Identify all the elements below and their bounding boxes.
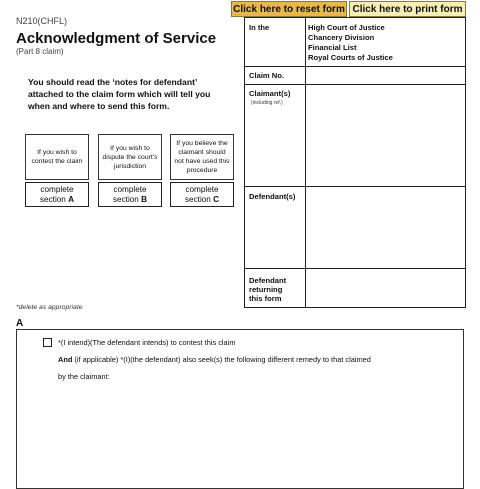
option-action-text: complete (113, 184, 147, 194)
returning-label-1: Defendant (249, 276, 287, 285)
option-section-text: section A (39, 194, 75, 204)
option-contest-description: If you wish to contest the claim (25, 134, 89, 180)
row-divider (305, 84, 306, 186)
returning-row (245, 268, 465, 307)
print-form-button[interactable]: Click here to print form (349, 1, 466, 17)
option-section-a-box (25, 182, 89, 207)
option-procedure-description: If you believe the claimant should not have used this procedure (170, 134, 234, 180)
row-divider (305, 186, 306, 268)
contest-claim-text: *(I intend)(The defendant intends) to contest this claim (58, 338, 236, 347)
form-code: N210(CHFL) (16, 16, 68, 26)
claim-no-label: Claim No. (249, 71, 285, 80)
case-details-table (244, 17, 466, 308)
row-divider (305, 66, 306, 84)
court-line-2: Chancery Division (308, 33, 375, 42)
court-line-3: Financial List (308, 43, 357, 52)
option-section-text: section B (112, 194, 148, 204)
claimant-label: Claimant(s) (249, 89, 291, 98)
in-the-label: In the (249, 23, 270, 32)
row-divider (305, 268, 306, 307)
defendant-label: Defendant(s) (249, 192, 296, 201)
court-line-1: High Court of Justice (308, 23, 385, 32)
claim-no-row (245, 66, 465, 85)
form-subtitle: (Part 8 claim) (16, 47, 64, 56)
section-a-panel (16, 329, 464, 489)
remedy-statement: And (if applicable) *(I)(the defendant) also seek(s) the following different remedy to that claimed (58, 355, 371, 364)
contest-claim-checkbox[interactable] (43, 338, 52, 347)
claimant-sublabel: (including ref.) (251, 100, 283, 106)
row-divider (305, 18, 306, 66)
delete-note: *delete as appropriate (16, 304, 83, 311)
returning-label-3: this form (249, 294, 282, 303)
court-line-4: Royal Courts of Justice (308, 53, 393, 62)
court-row (245, 18, 465, 67)
returning-label-2: returning (249, 285, 283, 294)
option-action-text: complete (185, 184, 219, 194)
option-jurisdiction-description: If you wish to dispute the court's jurisdiction (98, 134, 162, 180)
remedy-statement-cont: by the claimant: (58, 372, 110, 381)
section-a-heading: A (16, 318, 24, 329)
option-section-text: section C (184, 194, 220, 204)
form-title: Acknowledgment of Service (16, 30, 217, 47)
defendant-row (245, 186, 465, 269)
claimant-row (245, 84, 465, 187)
option-action-text: complete (40, 184, 74, 194)
reset-form-button[interactable]: Click here to reset form (231, 1, 347, 17)
intro-instructions: You should read the ‘notes for defendant’ attached to the claim form which will tell you when and where to send this form. (28, 77, 211, 111)
option-section-c-box (170, 182, 234, 207)
option-section-b-box (98, 182, 162, 207)
